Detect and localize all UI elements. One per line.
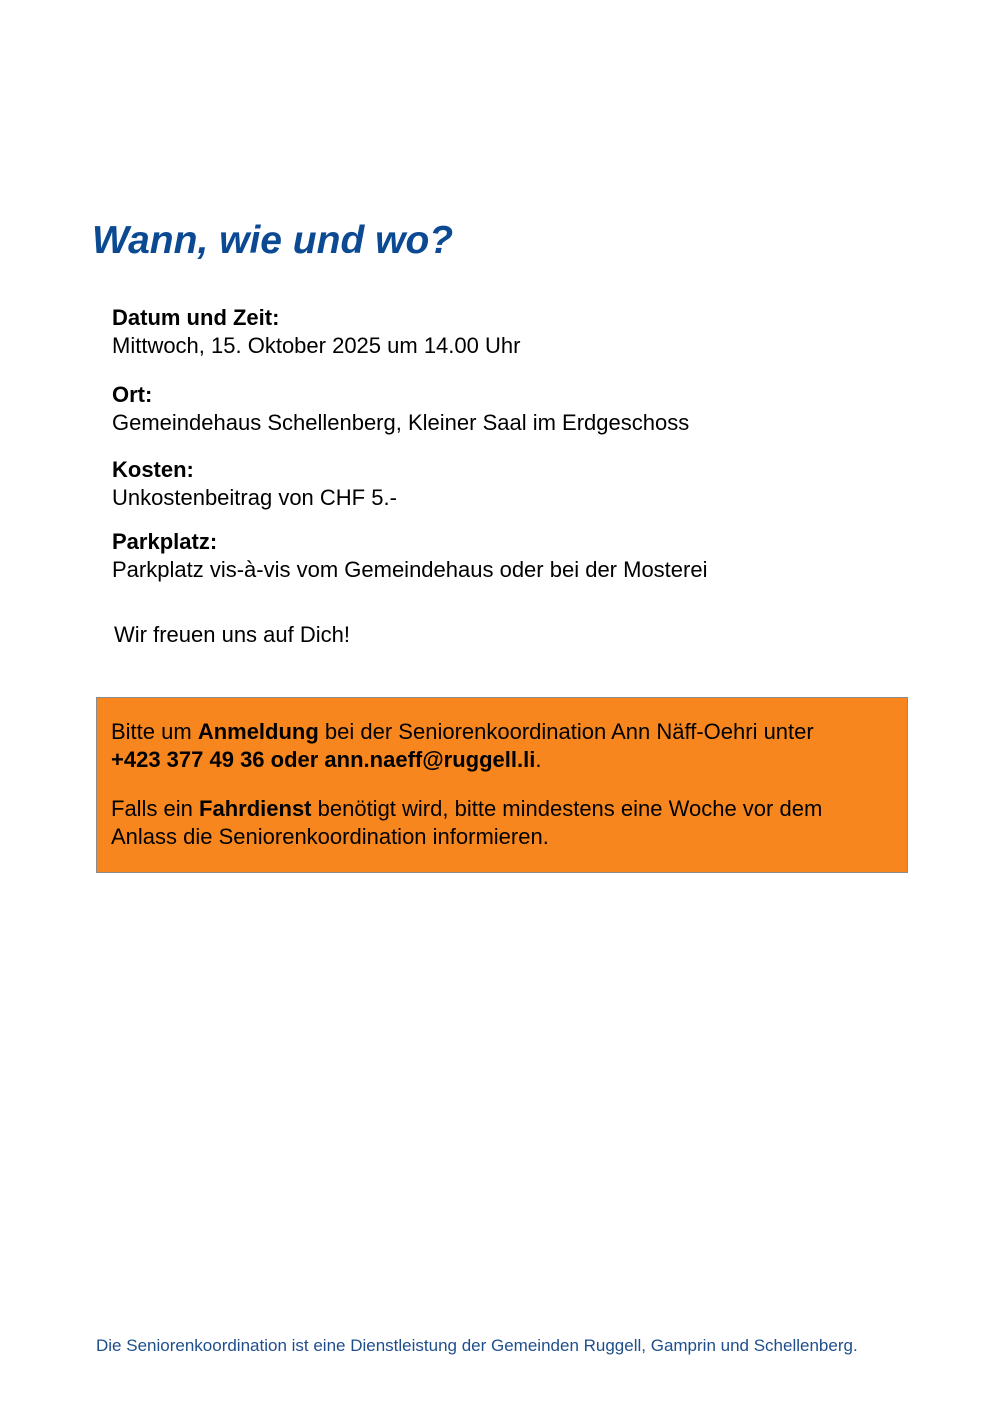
date-time-label: Datum und Zeit:: [112, 305, 280, 330]
registration-line-1: [111, 718, 814, 746]
parking-value: Parkplatz vis-à-vis vom Gemeindehaus oder bei der Mosterei: [112, 557, 708, 582]
cost-value: Unkostenbeitrag von CHF 5.-: [112, 485, 397, 510]
transport-suffix: benötigt wird, bitte mindestens eine Woche vor dem: [311, 796, 823, 821]
cost-section: [112, 456, 397, 512]
registration-keyword: Anmeldung: [197, 719, 319, 744]
location-section: [112, 381, 689, 437]
footer-note: Die Seniorenkoordination ist eine Dienstleistung der Gemeinden Ruggell, Gamprin und Schellenberg.: [96, 1336, 858, 1355]
transport-prefix: Falls ein: [111, 796, 200, 821]
registration-line-2: [111, 746, 541, 774]
greeting-text: Wir freuen uns auf Dich!: [114, 622, 350, 647]
page-title: Wann, wie und wo?: [92, 219, 454, 262]
parking-section: [112, 528, 707, 584]
transport-line-1: [111, 795, 822, 823]
location-label: Ort:: [112, 382, 153, 407]
date-time-value: Mittwoch, 15. Oktober 2025 um 14.00 Uhr: [112, 333, 521, 358]
transport-keyword: Fahrdienst: [199, 796, 312, 821]
registration-contact: +423 377 49 36 oder ann.naeff@ruggell.li: [111, 747, 536, 772]
location-value: Gemeindehaus Schellenberg, Kleiner Saal im Erdgeschoss: [112, 410, 690, 435]
date-time-section: [112, 304, 520, 360]
transport-line-2: Anlass die Seniorenkoordination informieren.: [111, 824, 549, 849]
registration-end: .: [535, 747, 542, 772]
cost-label: Kosten:: [112, 457, 194, 482]
parking-label: Parkplatz:: [112, 529, 218, 554]
registration-suffix: bei der Seniorenkoordination Ann Näff-Oehri unter: [318, 719, 814, 744]
registration-notice-box: [96, 697, 908, 873]
registration-prefix: Bitte um: [111, 719, 198, 744]
